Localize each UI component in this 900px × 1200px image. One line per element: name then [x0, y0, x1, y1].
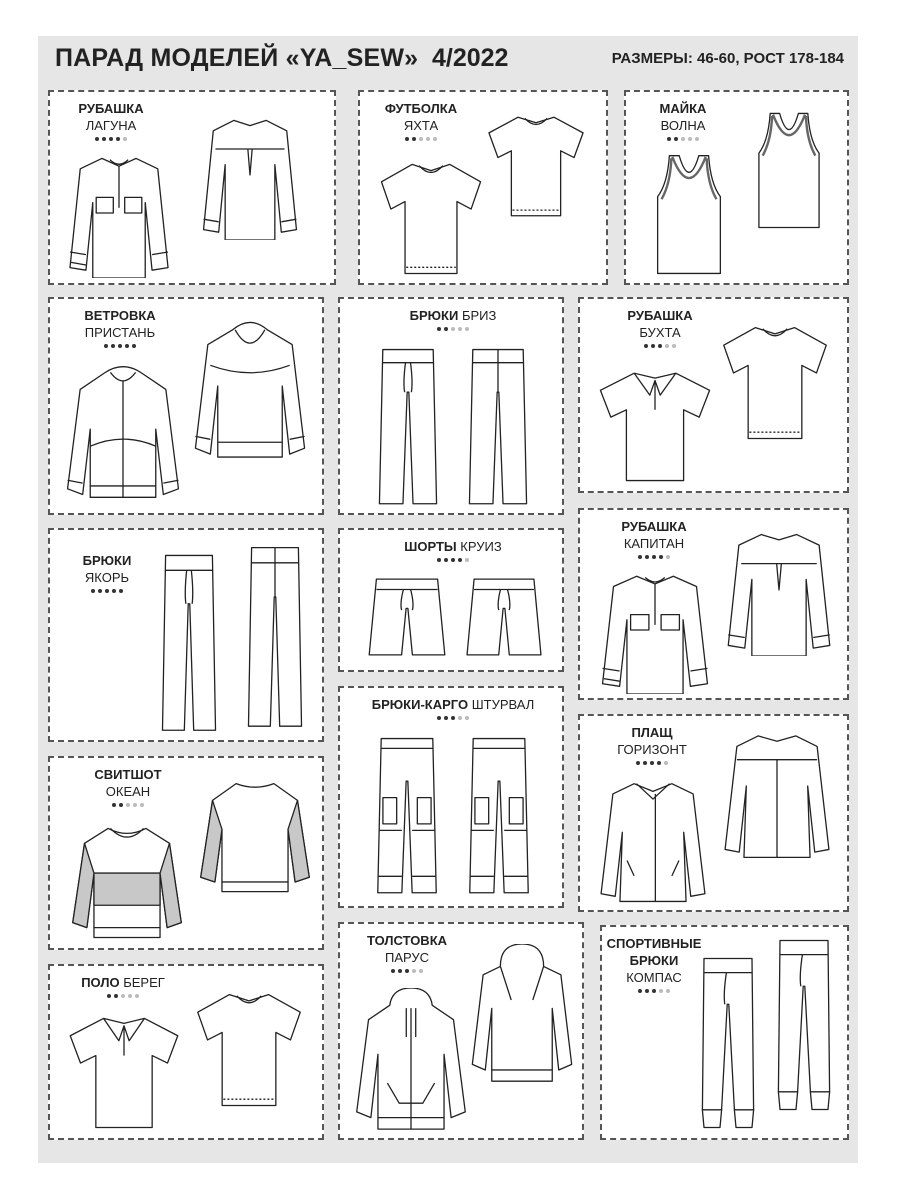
- difficulty-dot: [104, 344, 108, 348]
- difficulty-dot: [674, 137, 678, 141]
- difficulty-dot: [391, 969, 395, 973]
- difficulty-dot: [412, 969, 416, 973]
- garment-type: ШОРТЫ: [404, 539, 457, 554]
- difficulty-dot: [133, 803, 137, 807]
- trousers-back-illustration: [456, 343, 540, 507]
- difficulty-dot: [98, 589, 102, 593]
- shirt-front-illustration: [62, 148, 176, 278]
- difficulty-indicator: [352, 969, 462, 977]
- model-name: БЕРЕГ: [123, 975, 165, 990]
- model-name: ЯХТА: [403, 118, 439, 133]
- difficulty-dot: [465, 716, 469, 720]
- difficulty-dot: [465, 558, 469, 562]
- difficulty-dot: [119, 589, 123, 593]
- card-rubashka-laguna: [48, 90, 336, 285]
- difficulty-dot: [405, 969, 409, 973]
- difficulty-dot: [118, 344, 122, 348]
- difficulty-dot: [437, 558, 441, 562]
- sweatshirt-front-illustration: [68, 816, 186, 940]
- difficulty-dot: [651, 344, 655, 348]
- difficulty-dot: [132, 344, 136, 348]
- polo-front-illustration: [60, 1006, 188, 1130]
- difficulty-dot: [672, 344, 676, 348]
- difficulty-dot: [638, 989, 642, 993]
- dress-trousers-front-illustration: [150, 548, 228, 734]
- trousers-front-illustration: [366, 343, 450, 507]
- tank-front-illustration: [640, 148, 738, 276]
- tank-back-illustration: [742, 106, 836, 230]
- model-name: БРИЗ: [461, 308, 497, 323]
- raincoat-back-illustration: [718, 728, 836, 860]
- difficulty-indicator: [340, 558, 566, 566]
- difficulty-dot: [140, 803, 144, 807]
- issue-number: 4/2022: [432, 44, 509, 72]
- difficulty-dot: [121, 994, 125, 998]
- card-bryuki-briz: [338, 297, 564, 515]
- garment-type: БРЮКИ: [409, 308, 459, 323]
- difficulty-indicator: [66, 137, 156, 145]
- difficulty-dot: [652, 989, 656, 993]
- hoodie-back-illustration: [468, 944, 576, 1084]
- card-rubashka-bukhta: [578, 297, 849, 493]
- garment-type: ВЕТРОВКА: [84, 308, 156, 323]
- garment-type: РУБАШКА: [621, 519, 687, 534]
- difficulty-dot: [658, 344, 662, 348]
- difficulty-dot: [465, 327, 469, 331]
- difficulty-dot: [666, 989, 670, 993]
- garment-type: СПОРТИВНЫЕ БРЮКИ: [606, 936, 702, 968]
- camp-shirt-front-illustration: [590, 361, 720, 483]
- difficulty-indicator: [378, 137, 464, 145]
- hoodie-front-illustration: [352, 988, 470, 1132]
- difficulty-dot: [128, 994, 132, 998]
- difficulty-dot: [650, 761, 654, 765]
- difficulty-dot: [433, 137, 437, 141]
- difficulty-dot: [398, 969, 402, 973]
- tshirt-front-illustration: [372, 152, 490, 276]
- difficulty-indicator: [78, 803, 178, 811]
- difficulty-dot: [664, 761, 668, 765]
- difficulty-dot: [667, 137, 671, 141]
- garment-type: РУБАШКА: [627, 308, 693, 323]
- difficulty-dot: [135, 994, 139, 998]
- difficulty-dot: [91, 589, 95, 593]
- page-title: ПАРАД МОДЕЛЕЙ «YA_SEW»: [55, 44, 419, 72]
- difficulty-dot: [657, 761, 661, 765]
- joggers-front-illustration: [688, 955, 768, 1131]
- difficulty-indicator: [604, 555, 704, 563]
- difficulty-dot: [112, 803, 116, 807]
- shorts-front-illustration: [362, 574, 452, 660]
- difficulty-indicator: [70, 344, 170, 352]
- difficulty-dot: [451, 327, 455, 331]
- card-polo-bereg: [48, 964, 324, 1140]
- card-mayka-volna: [624, 90, 849, 285]
- difficulty-dot: [665, 344, 669, 348]
- joggers-back-illustration: [764, 937, 844, 1113]
- card-futbolka-yakhta: [358, 90, 608, 285]
- garment-type: ФУТБОЛКА: [384, 101, 458, 116]
- model-name: ПРИСТАНЬ: [84, 325, 156, 340]
- difficulty-dot: [114, 994, 118, 998]
- difficulty-dot: [107, 994, 111, 998]
- card-vetrovka-pristan: [48, 297, 324, 515]
- dress-trousers-back-illustration: [236, 540, 314, 730]
- model-name: ОКЕАН: [105, 784, 151, 799]
- card-sportivnye-bryuki-kompas: [600, 925, 849, 1140]
- raincoat-front-illustration: [594, 776, 712, 904]
- difficulty-dot: [681, 137, 685, 141]
- size-range: РАЗМЕРЫ: 46-60, РОСТ 178-184: [611, 50, 844, 67]
- captain-shirt-back-illustration: [720, 524, 838, 656]
- difficulty-dot: [102, 137, 106, 141]
- difficulty-dot: [437, 327, 441, 331]
- model-name: БУХТА: [639, 325, 681, 340]
- model-name: КАПИТАН: [623, 536, 685, 551]
- model-name: ВОЛНА: [660, 118, 706, 133]
- difficulty-dot: [95, 137, 99, 141]
- model-name: ШТУРВАЛ: [471, 697, 535, 712]
- polo-back-illustration: [188, 982, 310, 1108]
- difficulty-dot: [437, 716, 441, 720]
- difficulty-dot: [444, 327, 448, 331]
- difficulty-dot: [405, 137, 409, 141]
- card-svitshot-okean: [48, 756, 324, 950]
- difficulty-dot: [451, 558, 455, 562]
- difficulty-dot: [112, 589, 116, 593]
- difficulty-dot: [688, 137, 692, 141]
- difficulty-dot: [652, 555, 656, 559]
- difficulty-dot: [109, 137, 113, 141]
- model-name: КРУИЗ: [460, 539, 502, 554]
- difficulty-dot: [645, 555, 649, 559]
- difficulty-dot: [444, 558, 448, 562]
- card-bryuki-kargo-shturval: [338, 686, 564, 908]
- model-name: ЛАГУНА: [85, 118, 137, 133]
- cargo-front-illustration: [364, 732, 450, 896]
- difficulty-dot: [659, 989, 663, 993]
- difficulty-dot: [116, 137, 120, 141]
- garment-type: ПЛАЩ: [631, 725, 673, 740]
- difficulty-dot: [458, 558, 462, 562]
- model-name: КОМПАС: [626, 970, 682, 985]
- difficulty-dot: [126, 803, 130, 807]
- difficulty-dot: [123, 137, 127, 141]
- difficulty-dot: [111, 344, 115, 348]
- card-tolstovka-parus: [338, 922, 584, 1140]
- model-name: ЯКОРЬ: [84, 570, 130, 585]
- shorts-back-illustration: [460, 574, 548, 660]
- garment-type: ТОЛСТОВКА: [366, 933, 448, 948]
- camp-shirt-back-illustration: [714, 315, 836, 441]
- difficulty-dot: [458, 716, 462, 720]
- difficulty-dot: [645, 989, 649, 993]
- card-bryuki-yakor: [48, 528, 324, 742]
- card-shorty-kruiz: [338, 528, 564, 672]
- difficulty-dot: [644, 344, 648, 348]
- difficulty-dot: [125, 344, 129, 348]
- difficulty-indicator: [68, 589, 146, 597]
- windbreaker-back-illustration: [188, 315, 312, 463]
- card-rubashka-kapitan: [578, 508, 849, 700]
- difficulty-dot: [666, 555, 670, 559]
- difficulty-indicator: [610, 344, 710, 352]
- garment-type: ПОЛО: [81, 975, 120, 990]
- difficulty-dot: [412, 137, 416, 141]
- difficulty-dot: [419, 137, 423, 141]
- sweatshirt-back-illustration: [196, 774, 314, 894]
- difficulty-indicator: [602, 761, 702, 769]
- tshirt-back-illustration: [480, 106, 592, 218]
- difficulty-indicator: [340, 327, 566, 335]
- difficulty-dot: [458, 327, 462, 331]
- garment-type: РУБАШКА: [78, 101, 144, 116]
- model-name: ГОРИЗОНТ: [617, 742, 687, 757]
- difficulty-indicator: [640, 137, 726, 145]
- difficulty-dot: [426, 137, 430, 141]
- garment-type: БРЮКИ: [82, 553, 132, 568]
- garment-type: СВИТШОТ: [94, 767, 162, 782]
- difficulty-dot: [659, 555, 663, 559]
- shirt-back-illustration: [196, 110, 304, 240]
- difficulty-indicator: [340, 716, 566, 724]
- difficulty-indicator: [68, 994, 178, 1002]
- difficulty-dot: [451, 716, 455, 720]
- cargo-back-illustration: [456, 732, 542, 896]
- difficulty-dot: [419, 969, 423, 973]
- difficulty-dot: [643, 761, 647, 765]
- difficulty-dot: [444, 716, 448, 720]
- difficulty-dot: [636, 761, 640, 765]
- difficulty-dot: [105, 589, 109, 593]
- captain-shirt-front-illustration: [594, 566, 716, 694]
- difficulty-dot: [638, 555, 642, 559]
- garment-type: МАЙКА: [659, 101, 707, 116]
- card-plashch-gorizont: [578, 714, 849, 912]
- model-name: ПАРУС: [384, 950, 430, 965]
- garment-type: БРЮКИ-КАРГО: [371, 697, 469, 712]
- windbreaker-front-illustration: [60, 361, 186, 503]
- difficulty-dot: [695, 137, 699, 141]
- difficulty-dot: [119, 803, 123, 807]
